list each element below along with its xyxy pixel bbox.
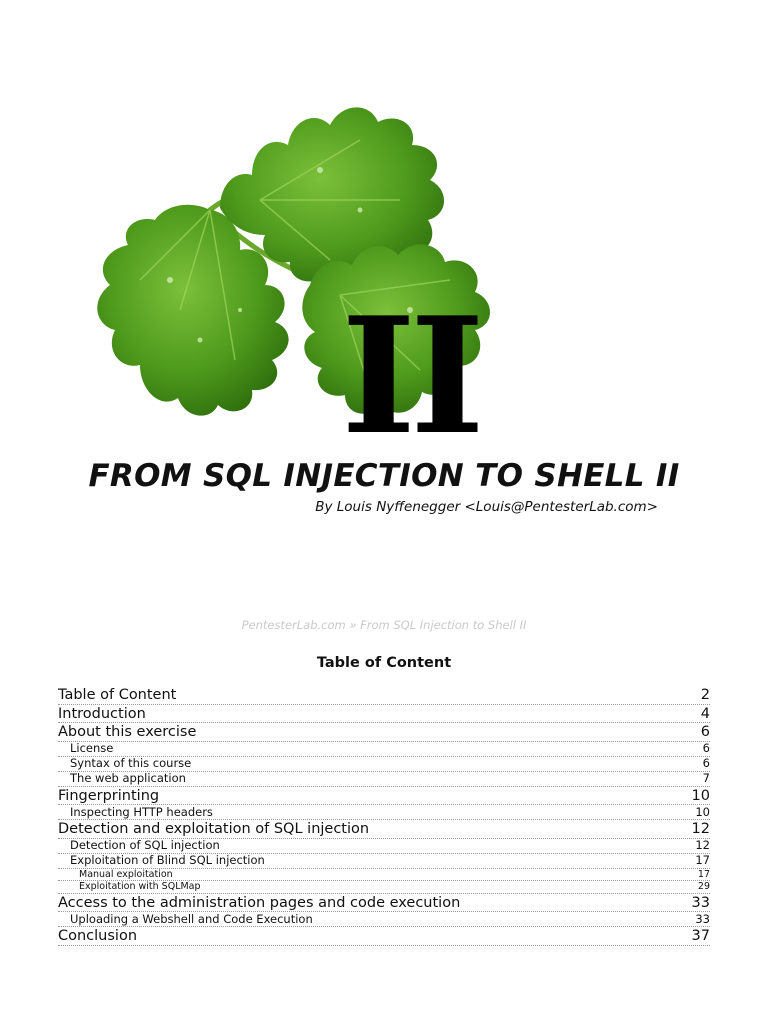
document-title: FROM SQL INJECTION TO SHELL II	[88, 458, 680, 494]
toc-entry-label: Fingerprinting	[58, 787, 160, 804]
toc-entry[interactable]	[58, 854, 710, 869]
toc-entry-page: 29	[697, 881, 710, 892]
toc-entry-label: Uploading a Webshell and Code Execution	[70, 911, 313, 926]
left-leaf	[97, 205, 288, 416]
toc-entry[interactable]	[58, 705, 710, 724]
toc-entry-label: Detection and exploitation of SQL injection	[58, 821, 370, 837]
toc-entry-page: 7	[702, 771, 710, 785]
toc-heading: Table of Content	[316, 655, 452, 671]
toc-entry-page: 33	[695, 911, 710, 926]
toc-entry-label: Conclusion	[58, 928, 138, 944]
toc-entry-page: 17	[697, 868, 710, 880]
toc-entry-page: 37	[691, 928, 710, 944]
roman-numeral-ii: II	[341, 282, 479, 450]
toc-entry-page: 10	[695, 804, 710, 819]
toc-entry-page: 12	[691, 821, 710, 837]
table-of-contents	[58, 686, 710, 946]
toc-entry-label: Syntax of this course	[70, 756, 192, 770]
toc-entry[interactable]	[58, 723, 710, 742]
document-author: By Louis Nyffenegger <Louis@PentesterLab.com>	[315, 499, 658, 515]
toc-entry-label: Inspecting HTTP headers	[70, 804, 213, 819]
toc-entry-page: 4	[700, 705, 710, 722]
toc-entry-page: 6	[702, 741, 710, 755]
toc-entry-page: 6	[700, 724, 710, 740]
toc-entry[interactable]	[58, 805, 710, 820]
toc-entry-label: Manual exploitation	[79, 868, 173, 880]
toc-entry-label: Exploitation of Blind SQL injection	[70, 853, 265, 867]
toc-entry[interactable]	[58, 742, 710, 757]
toc-entry[interactable]	[58, 869, 710, 882]
toc-entry[interactable]	[58, 839, 710, 854]
toc-entry-page: 6	[702, 756, 710, 770]
toc-entry-page: 2	[700, 687, 710, 703]
toc-entry-label: Detection of SQL injection	[70, 838, 220, 852]
toc-entry-label: Exploitation with SQLMap	[79, 881, 201, 892]
toc-entry-page: 17	[695, 853, 710, 867]
toc-entry-label: License	[70, 741, 114, 755]
toc-entry[interactable]	[58, 881, 710, 894]
toc-entry[interactable]	[58, 772, 710, 787]
toc-entry-page: 33	[691, 894, 710, 911]
toc-entry[interactable]	[58, 757, 710, 772]
page-header-breadcrumb: PentesterLab.com » From SQL Injection to Shell II	[241, 618, 527, 632]
toc-entry[interactable]	[58, 820, 710, 839]
toc-entry[interactable]	[58, 894, 710, 913]
toc-entry[interactable]	[58, 787, 710, 806]
toc-entry[interactable]	[58, 912, 710, 927]
toc-entry-label: Table of Content	[58, 687, 177, 703]
toc-entry[interactable]	[58, 927, 710, 946]
cilantro-leaf-illustration	[60, 80, 500, 450]
toc-entry-label: Introduction	[58, 705, 146, 722]
toc-entry-label: About this exercise	[58, 724, 197, 740]
toc-entry-page: 12	[695, 838, 710, 852]
toc-entry-label: Access to the administration pages and code execution	[58, 894, 461, 911]
toc-entry[interactable]	[58, 686, 710, 705]
toc-entry-page: 10	[691, 787, 710, 804]
toc-entry-label: The web application	[70, 771, 186, 785]
